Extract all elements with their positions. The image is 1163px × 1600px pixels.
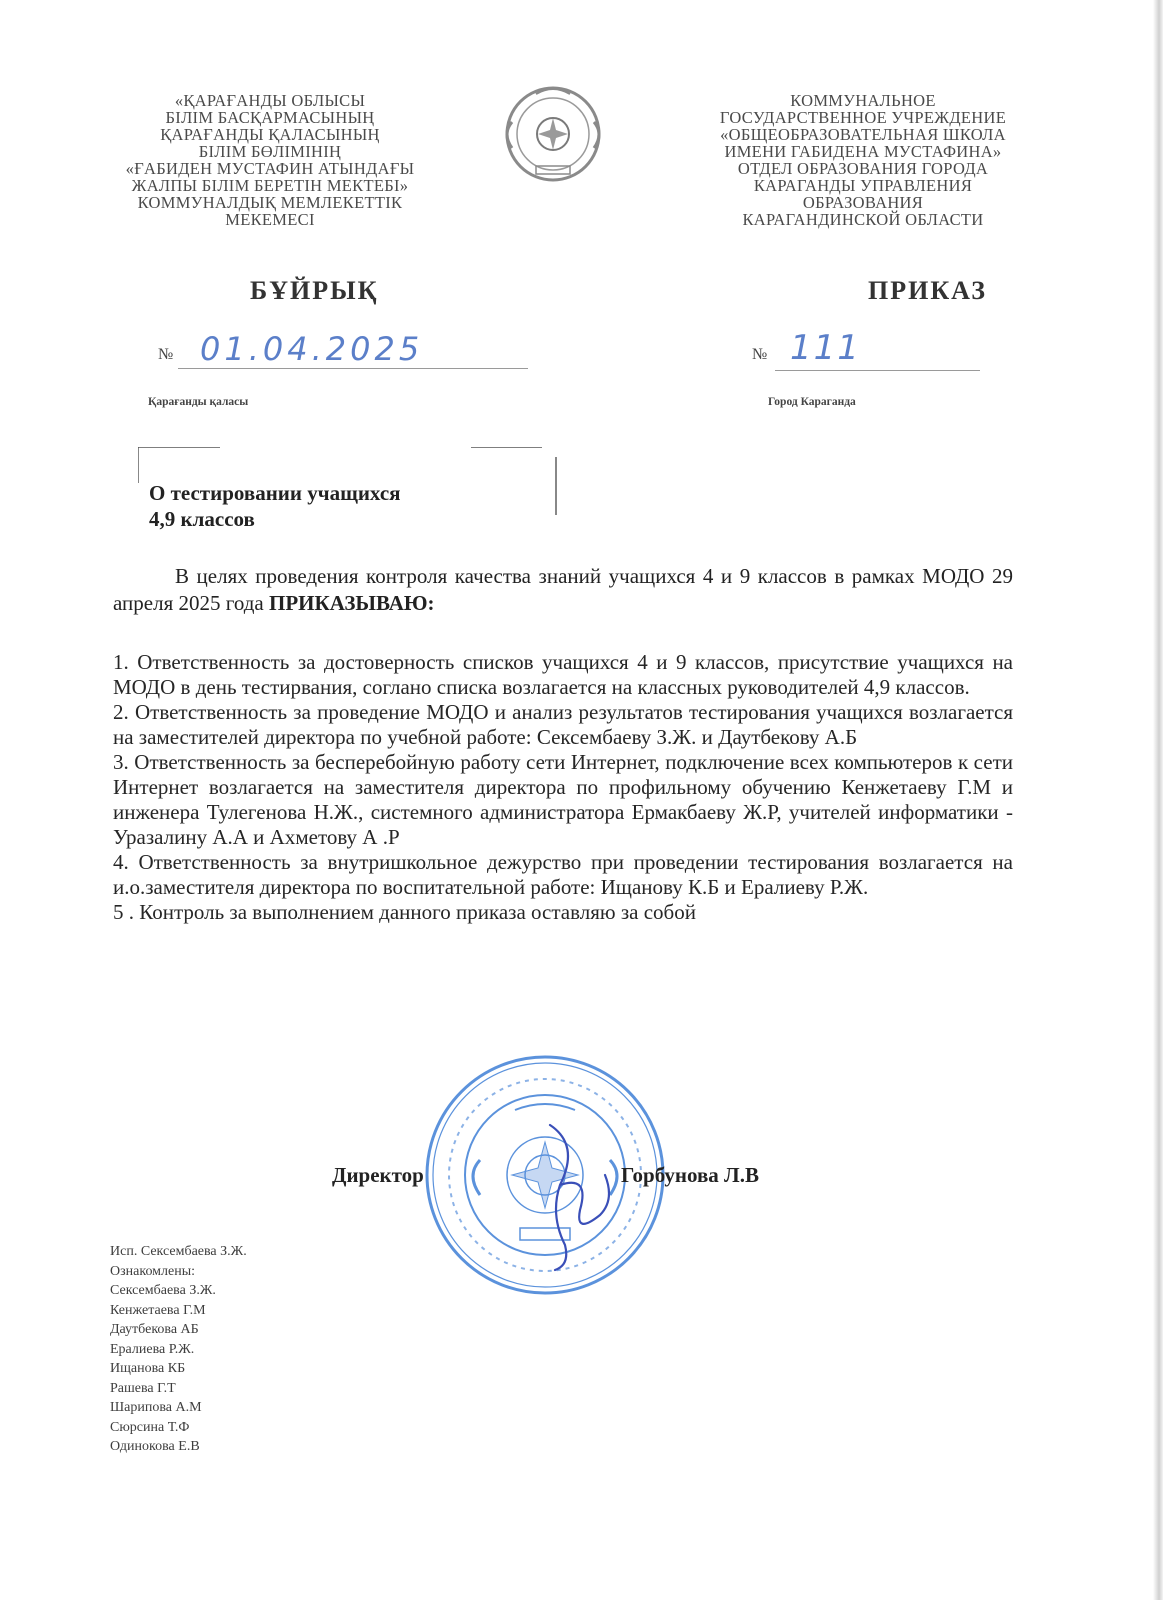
acquainted-person: Сюрсина Т.Ф — [110, 1419, 190, 1435]
acquainted-person: Даутбекова АБ — [110, 1322, 199, 1337]
acquainted-label: Ознакомлены: — [110, 1263, 196, 1279]
scan-edge-shadow — [1153, 0, 1163, 1600]
date-underline — [178, 368, 528, 369]
order-item: 3. Ответственность за бесперебойную работу сети Интернет, подключение всех компьютеров к сети Интернет возлагается на заместителя директора по профильному обучению Кенжетаеву Г.М и инженера Тулегенова Н.Ж., системного администратора Ермакбаеву Ж.Р, учителей информатики - Уразалину А.А и Ахметову А .Р — [113, 750, 1013, 849]
state-emblem-icon — [498, 82, 608, 186]
header-kz-line: КОММУНАЛДЫҚ МЕМЛЕКЕТТІК — [137, 193, 403, 212]
order-item: 2. Ответственность за проведение МОДО и анализ результатов тестирования учащихся возлагается на заместителей директора по учебной работе: Сексембаеву З.Ж. и Даутбекову А.Б — [113, 700, 1013, 749]
handwritten-date: 01.04.2025 — [200, 330, 424, 368]
header-kz-line: МЕКЕМЕСІ — [225, 210, 315, 229]
acquainted-person: Одинокова Е.В — [110, 1439, 200, 1454]
header-ru-line: ИМЕНИ ГАБИДЕНА МУСТАФИНА» — [724, 142, 1002, 161]
header-ru-line: ГОСУДАРСТВЕННОЕ УЧРЕЖДЕНИЕ — [719, 108, 1007, 127]
acquainted-person: Рашева Г.Т — [110, 1380, 176, 1396]
header-kz-line: БІЛІМ БАСҚАРМАСЫНЫҢ — [165, 108, 375, 127]
header-kz-line: «ҒАБИДЕН МУСТАФИН АТЫНДАҒЫ — [125, 159, 415, 178]
order-item: 4. Ответственность за внутришкольное дежурство при проведении тестирования возлагается на и.о.заместителя директора по воспитательной работе: Ищанову К.Б и Ералиеву Р.Ж. — [113, 850, 1013, 899]
header-ru-line: КОММУНАЛЬНОЕ — [790, 91, 936, 110]
handwritten-order-number: 111 — [790, 328, 861, 368]
header-kz-line: БІЛІМ БӨЛІМІНІҢ — [198, 142, 342, 161]
order-subject — [149, 480, 401, 532]
acquainted-person: Ищанова КБ — [110, 1361, 186, 1376]
header-ru-line: КАРАГАНДЫ УПРАВЛЕНИЯ — [753, 176, 973, 195]
executor-line: Исп. Сексембаева З.Ж. — [110, 1244, 247, 1259]
acquainted-person: Ералиева Р.Ж. — [110, 1341, 195, 1357]
number-underline — [775, 370, 980, 371]
header-kazakh — [100, 92, 440, 228]
acquainted-person: Шарипова А.М — [110, 1400, 202, 1415]
header-russian — [690, 92, 1036, 228]
order-item: 1. Ответственность за достоверность списков учащихся 4 и 9 классов, присутствие учащихся на МОДО в день тестирвания, соглано списка возлагается на классных руководителей 4,9 классов. — [113, 650, 1013, 699]
acquainted-person: Кенжетаева Г.М — [110, 1302, 206, 1318]
handwritten-signature — [520, 1115, 640, 1275]
header-ru-line: «ОБЩЕОБРАЗОВАТЕЛЬНАЯ ШКОЛА — [720, 125, 1006, 144]
order-item: 5 . Контроль за выполнением данного приказа оставляю за собой — [113, 900, 696, 924]
header-ru-line: ОТДЕЛ ОБРАЗОВАНИЯ ГОРОДА — [737, 159, 989, 178]
header-kz-line: «ҚАРАҒАНДЫ ОБЛЫСЫ — [174, 91, 366, 110]
header-ru-line: КАРАГАНДИНСКОЙ ОБЛАСТИ — [742, 210, 984, 229]
order-command: ПРИКАЗЫВАЮ: — [268, 591, 435, 615]
date-number-sign: № — [158, 346, 174, 363]
signature-name: Горбунова Л.В — [621, 1163, 759, 1187]
title-russian: ПРИКАЗ — [868, 276, 988, 305]
order-items — [113, 650, 1013, 925]
header-kz-line: ҚАРАҒАНДЫ ҚАЛАСЫНЫҢ — [160, 125, 380, 144]
order-number-sign: № — [752, 346, 768, 363]
city-russian: Город Караганда — [768, 396, 856, 408]
title-kazakh: БҰЙРЫҚ — [250, 276, 379, 305]
header-kz-line: ЖАЛПЫ БІЛІМ БЕРЕТІН МЕКТЕБІ» — [131, 176, 409, 195]
footer-acquaintance-list — [110, 1242, 247, 1457]
preamble-paragraph — [113, 563, 1013, 617]
header-ru-line: ОБРАЗОВАНИЯ — [802, 193, 924, 212]
subject-line: О тестировании учащихся — [149, 481, 401, 505]
acquainted-person: Сексембаева З.Ж. — [110, 1283, 216, 1298]
subject-line: 4,9 классов — [149, 507, 255, 531]
signature-role: Директор — [332, 1163, 424, 1187]
city-kazakh: Қарағанды қаласы — [148, 396, 249, 408]
preamble-text: В целях проведения контроля качества знаний учащихся 4 и 9 классов в рамках МОДО 29 апреля 2025 года — [113, 564, 1013, 615]
